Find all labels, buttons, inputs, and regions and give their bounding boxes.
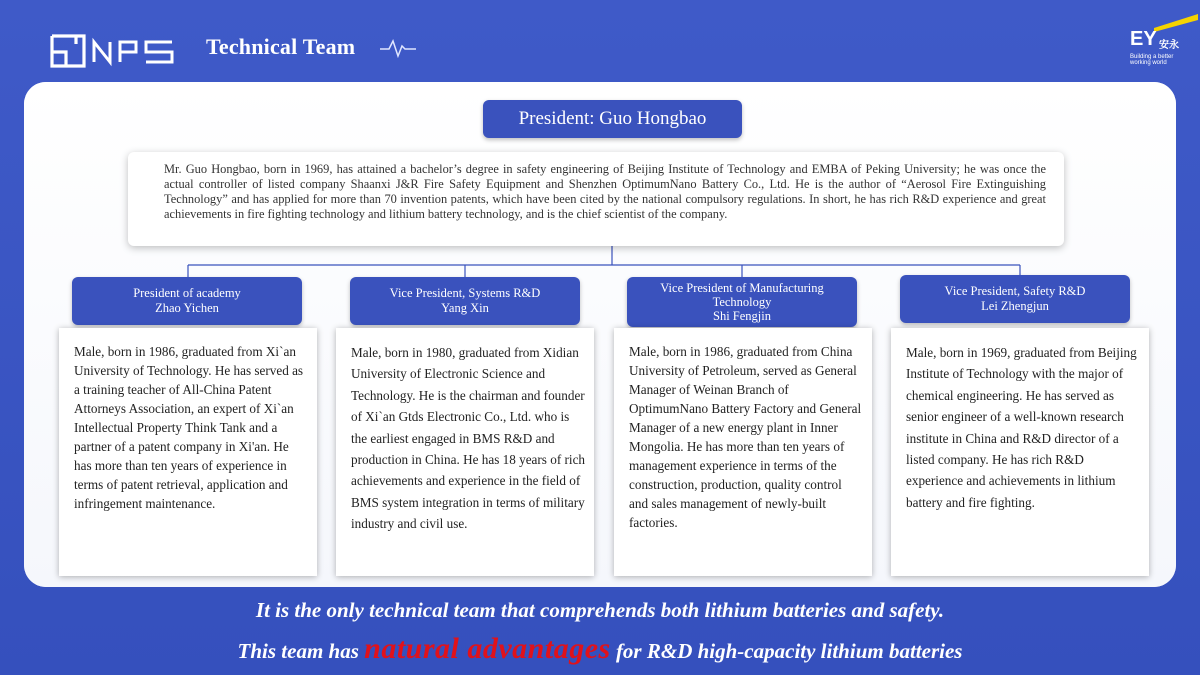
- member-name: Yang Xin: [441, 301, 489, 315]
- brand-name: EY: [1130, 28, 1157, 50]
- footer-advantage-line: This team has natural advantages for R&D high-capacity lithium batteries: [237, 632, 963, 665]
- president-bio: Mr. Guo Hongbao, born in 1969, has attained a bachelor’s degree in safety engineering of Beijing Institute of Technology and EMBA of Peking University; he was once the actual controller of listed company Shaanxi J&R Fire Safety Equipment and Shenzhen OptimumNano Battery Co., Ltd. He is the author of “Aerosol Fire Extinguishing Technology” and has applied for more than 70 invention patents, which have been cited by the national compulsory regulations. In short, he has rich R&D experience and great achievements in fire fighting technology and lithium battery technology, and is the chief scientist of the company.: [128, 152, 1064, 246]
- member-name: Lei Zhengjun: [981, 299, 1049, 313]
- member-bio-card: Male, born in 1969, graduated from Beijing Institute of Technology with the major of chemical engineering. He has served as senior engineer of a well-known research institute in China and R&D director of a listed company. He has rich R&D experience and achievements in lithium battery and fire fighting.: [891, 328, 1149, 576]
- role-box-vp-safety-rd: [900, 275, 1130, 323]
- role-box-president-of-academy: [72, 277, 302, 325]
- role-title: Vice President, Safety R&D: [944, 284, 1086, 298]
- member-bio-card: Male, born in 1980, graduated from Xidian University of Electronic Science and Technology. He is the chairman and founder of Xi`an Gtds Electronic Co., Ltd. who is the earliest engaged in BMS R&D and production in China. He has 18 years of rich achievements and experience in the field of BMS system integration in terms of military industry and civil use.: [336, 328, 594, 576]
- nps-logo-icon: [48, 32, 188, 70]
- role-title: President of academy: [133, 286, 241, 300]
- role-title: Vice President, Systems R&D: [389, 286, 541, 300]
- role-box-vp-systems-rd: [350, 277, 580, 325]
- member-bio-card: Male, born in 1986, graduated from Xi`an University of Technology. He has served as a training teacher of All-China Patent Attorneys Association, an expert of Xi`an Intellectual Property Think Tank and a partner of a patent company in Xi'an. He has more than ten years of experience in terms of patent retrieval, application and infringement maintenance.: [59, 328, 317, 576]
- president-title-box: President: Guo Hongbao: [483, 100, 742, 138]
- page-title: Technical Team: [206, 34, 356, 59]
- ey-brand-logo: [1126, 12, 1196, 72]
- heartbeat-line-icon: [380, 38, 416, 58]
- ey-beam-icon: [1154, 14, 1198, 32]
- member-bio-card: Male, born in 1986, graduated from China University of Petroleum, served as General Manager of Weinan Branch of OptimumNano Battery Factory and General Manager of a new energy plant in Inner Mongolia. He has more than ten years of management experience in terms of the construction, production, quality control and sales management of newly-built factories.: [614, 328, 872, 576]
- brand-chinese-name: 安永: [1159, 40, 1179, 51]
- brand-tagline: Building a better working world: [1130, 54, 1174, 66]
- role-box-vp-manufacturing: [627, 277, 857, 327]
- org-chart-panel: [24, 82, 1176, 587]
- footer-statement: It is the only technical team that comprehends both lithium batteries and safety.: [255, 598, 945, 622]
- member-name: Shi Fengjin: [713, 309, 771, 323]
- footer-banner: [0, 588, 1200, 675]
- highlight-text: natural advantages: [364, 632, 611, 665]
- role-title: Vice President of Manufacturing Technology: [660, 281, 824, 309]
- member-name: Zhao Yichen: [155, 301, 219, 315]
